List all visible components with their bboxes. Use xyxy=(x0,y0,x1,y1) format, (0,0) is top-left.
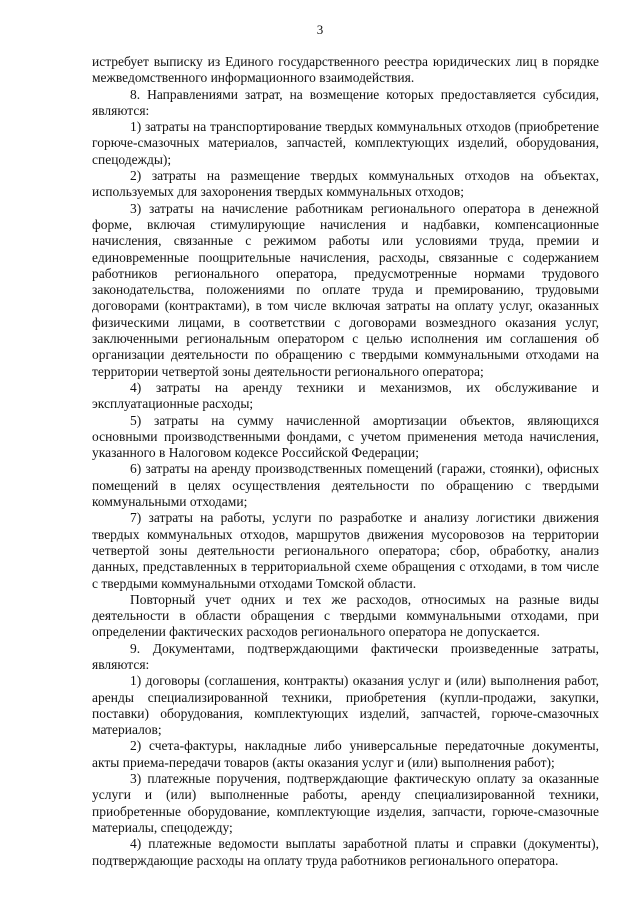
paragraph-item-8-4: 4) затраты на аренду техники и механизмов, их обслуживание и эксплуатационные расходы; xyxy=(92,379,599,412)
paragraph-section-8: 8. Направлениями затрат, на возмещение которых предоставляется субсидия, являются: xyxy=(92,86,599,118)
page-number: 3 xyxy=(316,22,324,37)
paragraph-item-8-2: 2) затраты на размещение твердых коммунальных отходов на объектах, используемых для захоронения твердых коммунальных отходов; xyxy=(92,168,599,200)
paragraph-repeat-accounting-note: Повторный учет одних и тех же расходов, относимых на разные виды деятельности в области обращения с твердыми коммунальными отходами, при определении фактических расходов регионального оператора не допускается. xyxy=(92,591,599,640)
paragraph-item-9-1: 1) договоры (соглашения, контракты) оказания услуг и (или) выполнения работ, аренды специализированной техники, приобретения (купли-продажи, закупки, поставки) оборудования, комплектующих изделий, запчастей, горюче-смазочных материалов; xyxy=(92,673,599,738)
paragraph-item-8-3: 3) затраты на начисление работникам регионального оператора в денежной форме, включая стимулирующие начисления и надбавки, компенсационные начисления, связанные с режимом работы или условиями труда, премии и единовременные поощрительные начисления, расходы, связанные с содержанием работников регионального оператора, предусмотренные нормами трудового законодательства, положениями по оплате труда и премированию, трудовыми договорами (контрактами), в том числе включая затраты на оплату услуг, оказанных физическими лицами, в соответствии с договорами возмездного оказания услуг, заключенными региональным оператором с целью исполнения им соглашения об организации деятельности по обращению с твердыми коммунальными отходами на территории четвертой зоны деятельности регионального оператора; xyxy=(92,200,599,379)
paragraph-item-9-3: 3) платежные поручения, подтверждающие фактическую оплату за оказанные услуги и (или) выполненные работы, аренду специализированной техники, приобретенные оборудование, комплектующие изделия, запчасти, горюче-смазочные материалы, спецодежду; xyxy=(92,771,599,835)
paragraph-continuation: истребует выписку из Единого государственного реестра юридических лиц в порядке межведомственного информационного взаимодействия. xyxy=(92,54,599,86)
paragraph-item-8-1: 1) затраты на транспортирование твердых коммунальных отходов (приобретение горюче-смазочных материалов, запчастей, комплектующих изделий, оборудования, спецодежды); xyxy=(92,119,599,167)
paragraph-item-8-6: 6) затраты на аренду производственных помещений (гаражи, стоянки), офисных помещений в целях осуществления деятельности по обращению с твердыми коммунальными отходами; xyxy=(92,461,599,510)
document-body xyxy=(92,54,599,869)
paragraph-item-8-7: 7) затраты на работы, услуги по разработке и анализу логистики движения твердых коммунальных отходов, маршрутов движения мусоровозов на территории четвертой зоны деятельности регионального оператора; сбор, обработку, анализ данных, представленных в территориальной схеме обращения с отходами, в том числе с твердыми коммунальными отходами Томской области. xyxy=(92,510,599,591)
paragraph-item-9-4: 4) платежные ведомости выплаты заработной платы и справки (документы), подтверждающие расходы на оплату труда работников регионального оператора. xyxy=(92,836,599,868)
paragraph-section-9: 9. Документами, подтверждающими фактически произведенные затраты, являются: xyxy=(92,640,599,672)
paragraph-item-9-2: 2) счета-фактуры, накладные либо универсальные передаточные документы, акты приема-передачи товаров (акты оказания услуг и (или) выполнения работ); xyxy=(92,738,599,770)
paragraph-item-8-5: 5) затраты на сумму начисленной амортизации объектов, являющихся основными производственными фондами, с учетом применения метода начисления, указанного в Налоговом кодексе Российской Федерации; xyxy=(92,412,599,461)
